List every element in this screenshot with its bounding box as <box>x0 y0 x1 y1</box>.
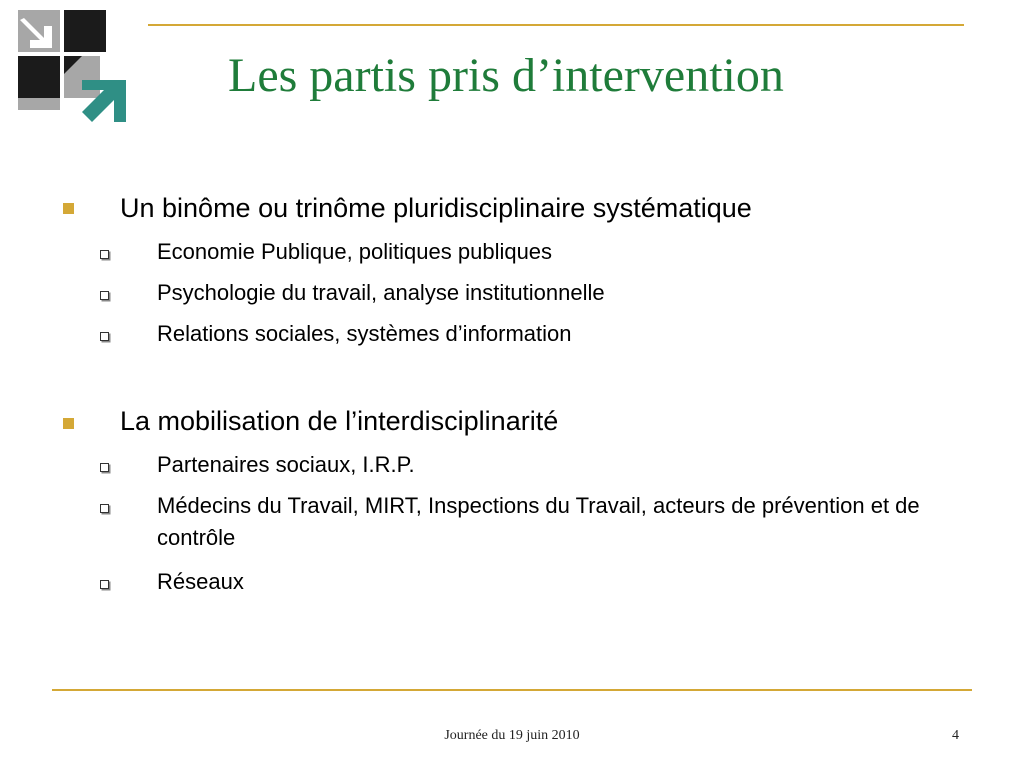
box-bullet-icon <box>100 580 109 589</box>
page-number: 4 <box>952 728 959 743</box>
square-bullet-icon <box>63 418 74 429</box>
logo-icon <box>18 10 130 128</box>
square-bullet-icon <box>63 203 74 214</box>
box-bullet-icon <box>100 463 109 472</box>
box-bullet-icon <box>100 504 109 513</box>
top-rule <box>148 24 964 26</box>
list-item: Partenaires sociaux, I.R.P. <box>157 452 415 477</box>
list-item: Relations sociales, systèmes d’information <box>157 321 572 346</box>
section-heading: Un binôme ou trinôme pluridisciplinaire systématique <box>120 193 752 223</box>
bottom-rule <box>52 689 972 691</box>
box-bullet-icon <box>100 291 109 300</box>
section-heading: La mobilisation de l’interdisciplinarité <box>120 406 559 436</box>
box-bullet-icon <box>100 332 109 341</box>
list-item: Economie Publique, politiques publiques <box>157 239 553 264</box>
list-item: Réseaux <box>157 569 244 594</box>
list-item: Psychologie du travail, analyse institutionnelle <box>157 280 605 305</box>
footer-date: Journée du 19 juin 2010 <box>444 728 580 743</box>
slide-title: Les partis pris d’intervention <box>228 49 784 102</box>
box-bullet-icon <box>100 250 109 259</box>
list-item: Médecins du Travail, MIRT, Inspections du Travail, acteurs de prévention et de contrôle <box>157 493 920 550</box>
